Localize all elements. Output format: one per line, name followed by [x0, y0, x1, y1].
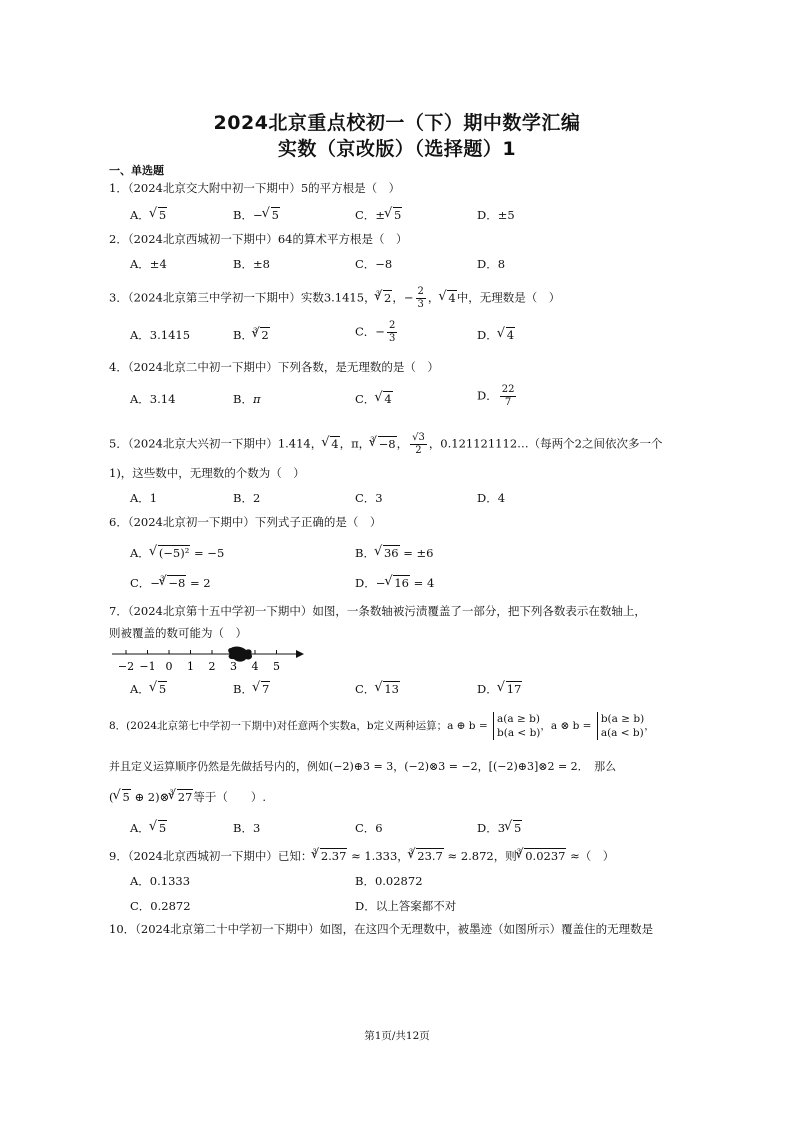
option-c: C．− $\frac{2}{3}$	[355, 320, 396, 344]
question-9: 9．（2024北京西城初一下期中）已知：$^3$√ 2.37 ≈ 1.333，$^3$√ 23.7 ≈ 2.872，则$^3$√ 0.0237 ≈（ ）	[109, 848, 614, 864]
option-a: A．3.14	[130, 392, 176, 406]
question-7-line-2: 则被覆盖的数可能为（ ）	[109, 626, 247, 640]
option-d: D． $\frac{22}{7}$	[477, 384, 515, 408]
question-2	[109, 231, 407, 247]
option-c: C．±√ 5	[355, 207, 402, 223]
question-stem: 1．（2024北京交大附中初一下期中）5的平方根是（ ）	[109, 181, 401, 195]
question-5-line-2: 1)，这些数中，无理数的个数为（ ）	[109, 466, 305, 480]
tick-label: −2	[117, 660, 135, 673]
document-title: 2024北京重点校初一（下）期中数学汇编	[213, 112, 581, 134]
option-d: D．8	[477, 257, 506, 271]
option-b: B．2	[233, 491, 261, 505]
cases-oplus: a(a ≥ b) b(a < b)	[493, 712, 540, 740]
option-d: D．以上答案都不对	[355, 899, 457, 913]
option-d: D．√ 17	[477, 681, 522, 697]
question-stem: 2．（2024北京西城初一下期中）64的算术平方根是（ ）	[109, 232, 408, 246]
option-a: A．√ 5	[130, 681, 167, 697]
question-5: 5．（2024北京大兴初一下期中）1.414，√ 4，π，$^3$√ −8， $\frac{√3}{2}$ ，0.121121112…（每两个2之间依次多一个	[109, 432, 662, 457]
question-10: 10．（2024北京第二十中学初一下期中）如图，在这四个无理数中，被墨迹（如图所示）覆盖住的无理数是	[109, 922, 654, 936]
question-1	[109, 180, 400, 196]
option-c: C．3	[355, 491, 383, 505]
section-heading: 一、单选题	[109, 164, 164, 177]
question-6	[109, 514, 381, 530]
option-b: B．0.02872	[355, 874, 423, 888]
option-c: C．−$^3$√ −8 = 2	[130, 575, 211, 591]
tick-label: 3	[230, 660, 237, 673]
option-c: C．0.2872	[130, 899, 191, 913]
option-c: C．−8	[355, 257, 393, 271]
number-line-figure	[110, 644, 310, 674]
option-c: C．√ 13	[355, 681, 400, 697]
option-d: D．−√ 16 = 4	[355, 575, 434, 591]
axis-arrow-icon	[296, 650, 304, 658]
option-b: B．3	[233, 821, 261, 835]
option-c: C．6	[355, 821, 383, 835]
option-a: A．√ 5	[130, 820, 167, 836]
question-stem: 4．（2024北京二中初一下期中）下列各数，是无理数的是（ ）	[109, 360, 439, 374]
option-b: B．±8	[233, 257, 270, 271]
option-a: A．±4	[130, 257, 167, 271]
page-footer: 第1页/共12页	[364, 1030, 430, 1042]
number-line-ticks	[126, 650, 277, 654]
question-8-line-3: (√ 5 ⊕ 2)⊗$^3$√ 27等于（ ）.	[109, 789, 266, 805]
cases-otimes: b(a ≥ b) a(a < b)	[597, 712, 644, 740]
number-line-labels	[118, 660, 280, 673]
question-8: 8．(2024北京第七中学初一下期中)对任意两个实数a，b定义两种运算；a ⊕ b = a(a ≥ b) b(a < b) ，a ⊗ b = b(a ≥ b) a(a < b) ，	[109, 713, 655, 739]
option-b: B．−√ 5	[233, 207, 280, 223]
document-subtitle: 实数（京改版）（选择题）1	[277, 138, 517, 160]
option-b: B．√ 7	[233, 681, 270, 697]
tick-label: 5	[273, 660, 280, 673]
question-4	[109, 359, 439, 375]
option-b: B．$^3$√ 2	[233, 327, 270, 343]
option-a: A．√ 5	[130, 207, 167, 223]
tick-label: 2	[208, 660, 216, 673]
option-b: B．√ 36 = ±6	[355, 545, 434, 561]
option-d: D．4	[477, 491, 506, 505]
question-8-line-2: 并且定义运算顺序仍然是先做括号内的，例如(−2)⊕3 = 3，(−2)⊗3 = −2，[(−2)⊕3]⊗2 = 2． 那么	[109, 760, 617, 773]
option-c: C．√ 4	[355, 391, 393, 407]
question-3: 3．（2024北京第三中学初一下期中）实数3.1415，$^3$√ 2，− $\frac{2}{3}$ ，√ 4中，无理数是（ ）	[109, 286, 560, 311]
option-a: A．√ (−5)² = −5	[130, 545, 224, 561]
option-a: A．0.1333	[130, 874, 191, 888]
option-d: D．3√ 5	[477, 820, 522, 836]
question-stem: 6．（2024北京初一下期中）下列式子正确的是（ ）	[109, 515, 382, 529]
option-d: D．±5	[477, 208, 515, 222]
tick-label: 1	[187, 660, 194, 673]
option-b: B．π	[233, 392, 261, 406]
tick-label: 4	[251, 660, 259, 673]
option-d: D．√ 4	[477, 327, 515, 343]
option-a: A．1	[130, 491, 158, 505]
option-a: A．3.1415	[130, 328, 191, 342]
tick-label: −1	[139, 660, 156, 673]
question-7: 7．（2024北京第十五中学初一下期中）如图，一条数轴被污渍覆盖了一部分，把下列各数表示在数轴上，	[109, 604, 646, 618]
tick-label: 0	[165, 660, 173, 673]
